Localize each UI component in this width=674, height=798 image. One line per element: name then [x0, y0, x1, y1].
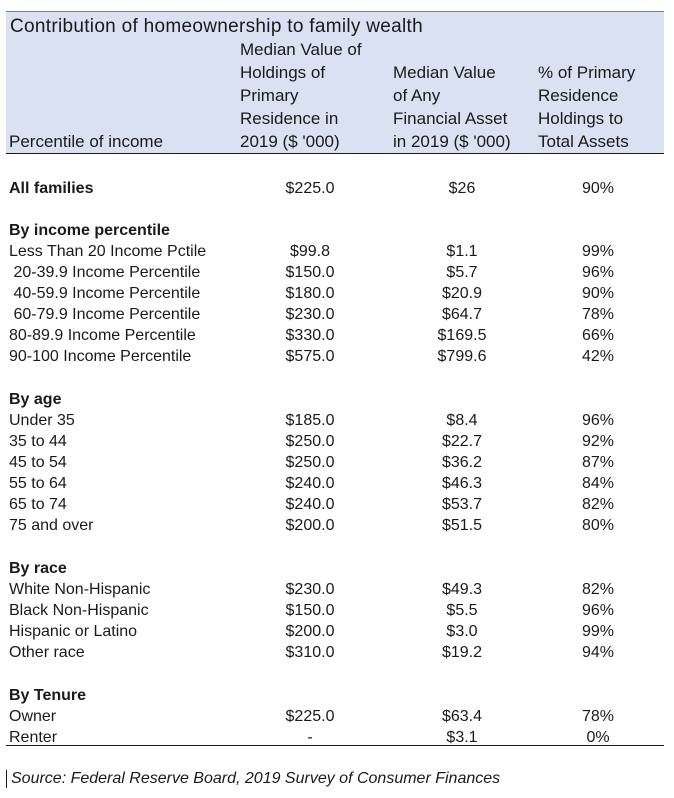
- table-row: [6, 178, 664, 199]
- row-financial-asset: $46.3: [441, 475, 483, 492]
- table-row: [6, 579, 664, 600]
- row-label: 55 to 64: [9, 475, 67, 492]
- row-label: 65 to 74: [9, 496, 67, 513]
- row-financial-asset: $5.5: [446, 602, 478, 619]
- row-residence-share: 82%: [581, 581, 615, 598]
- row-label: 35 to 44: [9, 433, 67, 450]
- row-residence-share: 84%: [581, 475, 615, 492]
- header-residence-share: % of Primary Residence Holdings to Total Assets: [538, 63, 636, 151]
- table-row: [6, 241, 664, 262]
- row-label: Less Than 20 Income Pctile: [9, 243, 207, 260]
- row-residence-value: $225.0: [285, 180, 335, 197]
- row-label: Under 35: [9, 412, 75, 429]
- row-label: 80-89.9 Income Percentile: [9, 327, 196, 344]
- table-row: [6, 494, 664, 515]
- row-label: All families: [9, 180, 94, 197]
- row-financial-asset: $51.5: [441, 517, 483, 534]
- table-row: [6, 304, 664, 325]
- row-residence-share: 92%: [581, 433, 615, 450]
- row-residence-value: $150.0: [285, 264, 335, 281]
- row-residence-value: $225.0: [285, 708, 335, 725]
- row-label: Black Non-Hispanic: [9, 602, 149, 619]
- table-bottom-border: [6, 745, 664, 746]
- row-financial-asset: $63.4: [441, 708, 483, 725]
- row-residence-share: 0%: [586, 729, 610, 746]
- header-percentile-of-income: Percentile of income: [9, 132, 164, 151]
- row-residence-value: $230.0: [285, 581, 335, 598]
- row-residence-value: $230.0: [285, 306, 335, 323]
- row-residence-value: -: [307, 729, 313, 746]
- section-heading: [6, 558, 664, 579]
- table-row: [6, 473, 664, 494]
- table-row: [6, 600, 664, 621]
- row-financial-asset: $1.1: [446, 243, 478, 260]
- row-financial-asset: $20.9: [441, 285, 483, 302]
- row-residence-value: $200.0: [285, 623, 335, 640]
- row-residence-value: $150.0: [285, 602, 335, 619]
- row-residence-share: 82%: [581, 496, 615, 513]
- row-financial-asset: $53.7: [441, 496, 483, 513]
- row-residence-value: $575.0: [285, 348, 335, 365]
- row-residence-share: 99%: [581, 623, 615, 640]
- table-row: [6, 283, 664, 304]
- row-residence-share: 80%: [581, 517, 615, 534]
- section-title-tenure: By Tenure: [9, 687, 87, 704]
- row-residence-value: $240.0: [285, 496, 335, 513]
- row-label: White Non-Hispanic: [9, 581, 151, 598]
- table-row: [6, 452, 664, 473]
- row-label: 20-39.9 Income Percentile: [9, 264, 201, 281]
- row-residence-share: 42%: [581, 348, 615, 365]
- row-residence-value: $250.0: [285, 454, 335, 471]
- table-row: [6, 410, 664, 431]
- section-heading: [6, 220, 664, 241]
- row-residence-share: 96%: [581, 412, 615, 429]
- row-residence-share: 94%: [581, 644, 615, 661]
- table-row: [6, 621, 664, 642]
- header-median-residence-value: Median Value of Holdings of Primary Residence in 2019 ($ '000): [240, 40, 362, 151]
- section-heading: [6, 389, 664, 410]
- row-residence-share: 78%: [581, 708, 615, 725]
- row-financial-asset: $22.7: [441, 433, 483, 450]
- section-heading: [6, 685, 664, 706]
- row-label: Other race: [9, 644, 85, 661]
- table-header: [6, 39, 664, 154]
- row-residence-share: 90%: [581, 180, 615, 197]
- row-residence-value: $240.0: [285, 475, 335, 492]
- row-label: 75 and over: [9, 517, 94, 534]
- table-row: [6, 431, 664, 452]
- table-title-bar: [6, 11, 664, 40]
- row-residence-share: 87%: [581, 454, 615, 471]
- row-residence-value: $200.0: [285, 517, 335, 534]
- row-residence-share: 96%: [581, 264, 615, 281]
- source-note: Source: Federal Reserve Board, 2019 Survey of Consumer Finances: [6, 770, 500, 788]
- section-title-race: By race: [9, 560, 67, 577]
- row-residence-value: $330.0: [285, 327, 335, 344]
- row-label: Renter: [9, 729, 58, 746]
- row-financial-asset: $3.0: [446, 623, 478, 640]
- row-residence-share: 99%: [581, 243, 615, 260]
- row-financial-asset: $799.6: [437, 348, 487, 365]
- section-title-income: By income percentile: [9, 222, 170, 239]
- table-row: [6, 706, 664, 727]
- row-financial-asset: $8.4: [446, 412, 478, 429]
- row-label: Owner: [9, 708, 57, 725]
- table-title: Contribution of homeownership to family wealth: [10, 16, 424, 37]
- row-label: 40-59.9 Income Percentile: [9, 285, 201, 302]
- row-financial-asset: $36.2: [441, 454, 483, 471]
- row-residence-share: 66%: [581, 327, 615, 344]
- row-residence-share: 78%: [581, 306, 615, 323]
- row-label: 60-79.9 Income Percentile: [9, 306, 201, 323]
- row-financial-asset: $64.7: [441, 306, 483, 323]
- table-row: [6, 325, 664, 346]
- row-financial-asset: $19.2: [441, 644, 483, 661]
- row-residence-value: $99.8: [289, 243, 331, 260]
- row-residence-share: 90%: [581, 285, 615, 302]
- row-label: 90-100 Income Percentile: [9, 348, 192, 365]
- section-title-age: By age: [9, 391, 62, 408]
- row-label: 45 to 54: [9, 454, 67, 471]
- row-residence-value: $180.0: [285, 285, 335, 302]
- table-row: [6, 262, 664, 283]
- row-financial-asset: $26: [448, 180, 476, 197]
- row-residence-value: $310.0: [285, 644, 335, 661]
- row-residence-value: $250.0: [285, 433, 335, 450]
- table-row: [6, 346, 664, 367]
- row-financial-asset: $5.7: [446, 264, 478, 281]
- row-residence-share: 96%: [581, 602, 615, 619]
- header-median-financial-asset: Median Value of Any Financial Asset in 2019 ($ '000): [393, 63, 511, 151]
- table-row: [6, 642, 664, 663]
- row-label: Hispanic or Latino: [9, 623, 138, 640]
- row-financial-asset: $49.3: [441, 581, 483, 598]
- table-row: [6, 515, 664, 536]
- row-financial-asset: $169.5: [437, 327, 487, 344]
- row-financial-asset: $3.1: [446, 729, 478, 746]
- row-residence-value: $185.0: [285, 412, 335, 429]
